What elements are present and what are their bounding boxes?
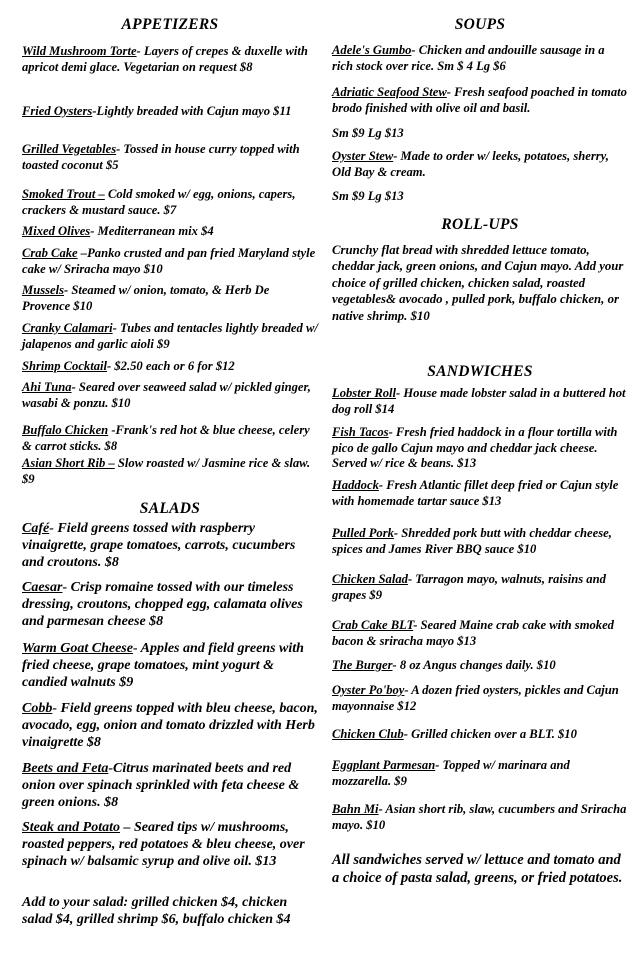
menu-item bbox=[22, 283, 318, 314]
soups-heading: SOUPS bbox=[454, 16, 506, 33]
item-name: Buffalo Chicken bbox=[22, 423, 109, 437]
item-desc: - Grilled chicken over a BLT. $10 bbox=[403, 727, 577, 741]
menu-item bbox=[22, 44, 318, 75]
appetizers-heading: APPETIZERS bbox=[121, 16, 219, 33]
item-desc: - Tarragon mayo, walnuts, raisins and grapes $9 bbox=[332, 572, 606, 602]
item-desc: - Apples and field greens with fried cheese, grape tomatoes, mint yogurt & candied walnuts $9 bbox=[22, 641, 304, 690]
item-name: Mussels bbox=[22, 283, 64, 297]
menu-item bbox=[332, 478, 628, 509]
menu-item bbox=[332, 386, 628, 417]
item-name: Crab Cake BLT bbox=[332, 618, 414, 632]
item-name: Beets and Feta bbox=[22, 761, 109, 776]
item-desc: - Tossed in house curry topped with toasted coconut $5 bbox=[22, 142, 300, 172]
item-desc: –Panko crusted and pan fried Maryland style cake w/ Sriracha mayo $10 bbox=[22, 246, 316, 276]
item-desc: Sm $9 Lg $13 bbox=[332, 126, 404, 140]
item-desc: - Shredded pork butt with cheddar cheese, spices and James River BBQ sauce $10 bbox=[332, 526, 612, 556]
salads-heading: SALADS bbox=[139, 500, 201, 517]
menu-item bbox=[22, 423, 318, 454]
menu-item bbox=[22, 187, 318, 218]
rollups-description: Crunchy flat bread with shredded lettuce tomato, cheddar jack, green onions, and Cajun mayo. Add your choice of grilled chicken, chicken salad, roasted vegetables& avocado , pulled pork, buffalo chicken, or native shrimp. $10 bbox=[332, 243, 624, 323]
menu-item bbox=[332, 43, 628, 74]
menu-item bbox=[22, 579, 318, 630]
item-name: Fried Oysters bbox=[22, 104, 93, 118]
item-name: Eggplant Parmesan bbox=[332, 758, 436, 772]
item-name: Oyster Stew bbox=[332, 149, 394, 163]
menu-item bbox=[332, 149, 628, 180]
menu-item bbox=[22, 359, 318, 375]
menu-item bbox=[22, 760, 318, 811]
menu-item bbox=[22, 142, 318, 173]
item-desc: - $2.50 each or 6 for $12 bbox=[107, 359, 235, 373]
item-name: Cranky Calamari bbox=[22, 321, 113, 335]
item-name: Bahn Mi bbox=[332, 802, 379, 816]
item-name: Wild Mushroom Torte bbox=[22, 44, 137, 58]
item-desc: - Mediterranean mix $4 bbox=[90, 224, 214, 238]
item-desc: - Seared over seaweed salad w/ pickled ginger, wasabi & ponzu. $10 bbox=[22, 380, 311, 410]
item-name: Caesar bbox=[22, 580, 63, 595]
item-desc: - Field greens topped with bleu cheese, bacon, avocado, egg, onion and tomato drizzled with Herb vinaigrette $8 bbox=[22, 701, 318, 750]
menu-item bbox=[22, 819, 318, 870]
item-desc: -Frank's red hot & blue cheese, celery & carrot sticks. $8 bbox=[22, 423, 310, 453]
sandwiches-footer: All sandwiches served w/ lettuce and tomato and a choice of pasta salad, greens, or fried potatoes. bbox=[332, 852, 623, 886]
item-name: Cobb bbox=[22, 701, 53, 716]
item-desc: - 8 oz Angus changes daily. $10 bbox=[392, 658, 556, 672]
item-name: Adriatic Seafood Stew bbox=[332, 85, 447, 99]
item-desc: - Field greens tossed with raspberry vinaigrette, grape tomatoes, carrots, cucumbers and croutons. $8 bbox=[22, 521, 296, 570]
menu-item bbox=[22, 104, 318, 120]
menu-item bbox=[332, 683, 628, 714]
item-name: Warm Goat Cheese bbox=[22, 641, 133, 656]
menu-item bbox=[332, 572, 628, 603]
menu-item bbox=[22, 520, 318, 571]
menu-item bbox=[22, 456, 318, 487]
item-name: Steak and Potato bbox=[22, 820, 121, 835]
item-desc: Cold smoked w/ egg, onions, capers, crackers & mustard sauce. $7 bbox=[22, 187, 296, 217]
item-name: Asian Short Rib – bbox=[22, 456, 115, 470]
item-name: Smoked Trout – bbox=[22, 187, 105, 201]
item-name: The Burger bbox=[332, 658, 393, 672]
menu-item bbox=[332, 85, 628, 116]
item-name: Grilled Vegetables bbox=[22, 142, 117, 156]
item-desc: - Fresh fried haddock in a flour tortilla with pico de gallo Cajun mayo and cheddar jack cheese. Served w/ rice & beans. $13 bbox=[332, 425, 618, 471]
sandwiches-heading: SANDWICHES bbox=[427, 363, 533, 380]
menu-item bbox=[22, 224, 318, 240]
item-desc: - A dozen fried oysters, pickles and Cajun mayonnaise $12 bbox=[332, 683, 619, 713]
menu-item bbox=[332, 526, 628, 557]
item-name: Haddock bbox=[332, 478, 379, 492]
item-name: Pulled Pork bbox=[332, 526, 394, 540]
item-name: Fish Tacos bbox=[332, 425, 389, 439]
item-name: Crab Cake bbox=[22, 246, 78, 260]
menu-item bbox=[332, 425, 628, 472]
item-desc: - Tubes and tentacles lightly breaded w/ jalapenos and garlic aioli $9 bbox=[22, 321, 318, 351]
item-name: Chicken Club bbox=[332, 727, 404, 741]
item-name: Shrimp Cocktail bbox=[22, 359, 108, 373]
item-name: Adele's Gumbo bbox=[332, 43, 412, 57]
item-desc: Sm $9 Lg $13 bbox=[332, 189, 404, 203]
menu-item bbox=[332, 802, 628, 833]
menu-item bbox=[332, 126, 628, 142]
item-desc: Slow roasted w/ Jasmine rice & slaw. $9 bbox=[22, 456, 311, 486]
item-name: Ahi Tuna bbox=[22, 380, 72, 394]
rollups-heading: ROLL-UPS bbox=[441, 216, 519, 233]
item-desc: – Seared tips w/ mushrooms, roasted peppers, red potatoes & bleu cheese, over spinach w/ balsamic syrup and olive oil. $13 bbox=[22, 820, 305, 869]
menu-item bbox=[332, 618, 628, 649]
item-desc: - Made to order w/ leeks, potatoes, sherry, Old Bay & cream. bbox=[332, 149, 609, 179]
item-desc: -Citrus marinated beets and red onion over spinach sprinkled with feta cheese & green onions. $8 bbox=[22, 761, 300, 810]
item-desc: - Steamed w/ onion, tomato, & Herb De Provence $10 bbox=[22, 283, 270, 313]
item-name: Café bbox=[22, 521, 50, 536]
item-desc: - Crisp romaine tossed with our timeless dressing, croutons, chopped egg, calamata olives and parmesan cheese $8 bbox=[22, 580, 303, 629]
item-desc: -Lightly breaded with Cajun mayo $11 bbox=[92, 104, 292, 118]
menu-item bbox=[22, 700, 318, 751]
item-desc: - Fresh Atlantic fillet deep fried or Cajun style with homemade tartar sauce $13 bbox=[332, 478, 619, 508]
item-name: Mixed Olives bbox=[22, 224, 91, 238]
item-desc: - Chicken and andouille sausage in a rich stock over rice. Sm $ 4 Lg $6 bbox=[332, 43, 605, 73]
item-desc: - Topped w/ marinara and mozzarella. $9 bbox=[332, 758, 570, 788]
menu-item bbox=[22, 894, 318, 928]
menu-item bbox=[22, 246, 318, 277]
item-name: Chicken Salad bbox=[332, 572, 408, 586]
menu-item bbox=[332, 189, 628, 205]
item-name: Oyster Po'boy bbox=[332, 683, 405, 697]
menu-item bbox=[332, 658, 628, 674]
menu-item bbox=[332, 758, 628, 789]
menu-item bbox=[332, 727, 628, 743]
item-name: Lobster Roll bbox=[332, 386, 397, 400]
item-desc: - Asian short rib, slaw, cucumbers and Sriracha mayo. $10 bbox=[332, 802, 627, 832]
item-desc: - Seared Maine crab cake with smoked bacon & sriracha mayo $13 bbox=[332, 618, 614, 648]
item-desc: - Layers of crepes & duxelle with apricot demi glace. Vegetarian on request $8 bbox=[22, 44, 308, 74]
item-desc: - Fresh seafood poached in tomato brodo finished with olive oil and basil. bbox=[332, 85, 627, 115]
menu-item bbox=[22, 640, 318, 691]
item-desc: - House made lobster salad in a buttered hot dog roll $14 bbox=[332, 386, 626, 416]
menu-item bbox=[22, 380, 318, 411]
menu-item bbox=[22, 321, 318, 352]
item-desc: Add to your salad: grilled chicken $4, chicken salad $4, grilled shrimp $6, buffalo chicken $4 bbox=[22, 895, 291, 927]
